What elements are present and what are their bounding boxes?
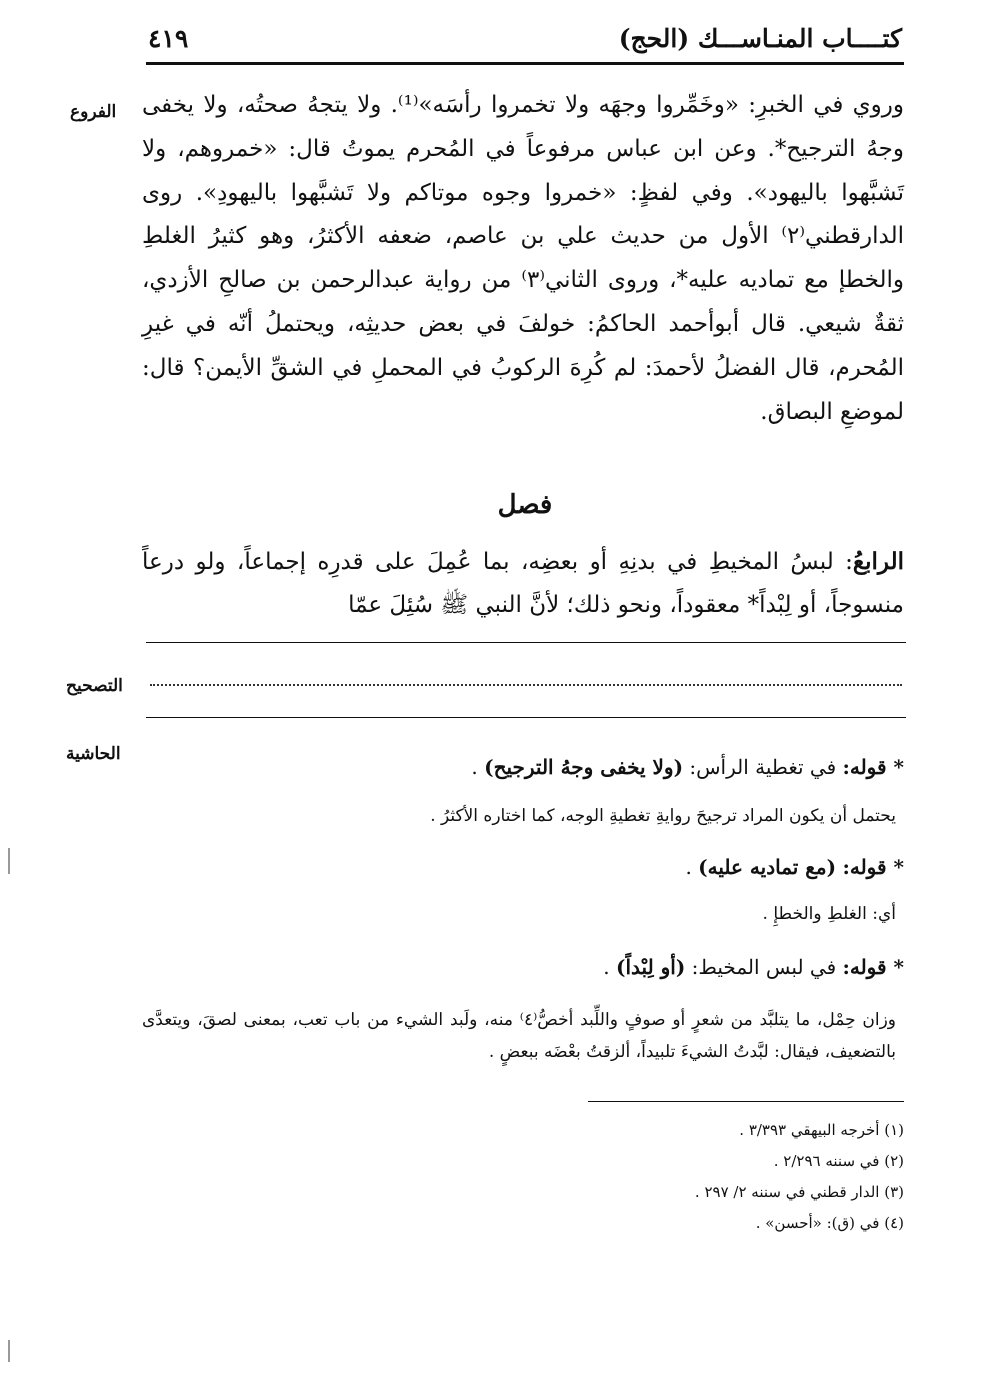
hashiya-heading bbox=[142, 852, 904, 882]
hashiya-lead: * قوله: bbox=[842, 755, 904, 779]
scan-margin-mark bbox=[8, 848, 10, 874]
hashiya-note bbox=[142, 952, 904, 982]
hashiya-lead: * قوله: bbox=[842, 955, 904, 979]
tashih-dotted-line bbox=[150, 684, 902, 686]
hashiya-note-text-block bbox=[142, 1004, 904, 1068]
footnote-item: (٤) في (ق): «أحسن» . bbox=[755, 1214, 904, 1232]
main-paragraph: وروي في الخبرِ: «وخَمِّروا وجهَه ولا تخمروا رأسَه»⁽¹⁾. ولا يتجهُ صحتُه، ولا يخفى وجهُ الترجيح*. وعن ابن عباس مرفوعاً في المُحرم يموتُ قال: «خمروهم، ولا تَشبَّهوا باليهود». وفي لفظٍ: «خمروا وجوه موتاكم ولا تَشبَّهوا باليهودِ». روى الدارقطني⁽٢⁾ الأول من حديث علي بن عاصم، ضعفه الأكثرُ، وهو كثيرُ الغلطِ والخطإ مع تماديه عليه*، وروى الثاني⁽٣⁾ من رواية عبدالرحمن بن صالحِ الأزدي، ثقةٌ شيعي. قال أبوأحمد الحاكمُ: خولفَ في بعض حديثِه، ويحتملُ أنّه في غيرِ المُحرم، قال الفضلُ لأحمدَ: لم كُرِهَ الركوبُ في المحملِ في الشقِّ الأيمن؟ قال: لموضعِ البصاق. bbox=[142, 92, 904, 425]
footnotes bbox=[404, 1115, 904, 1239]
page-number: ٤١٩ bbox=[148, 24, 189, 53]
side-label-hashiya: الحاشية bbox=[66, 744, 121, 764]
hashiya-end: . bbox=[685, 855, 699, 879]
main-paragraph-2: : لبسُ المخيطِ في بدنِهِ أو بعضِه، بما عُمِلَ على قدرِه إجماعاً، ولو درعاً منسوجاً، أو لِبْداً* معقوداً، ونحو ذلك؛ لأنَّ النبي ﷺ سُئِلَ عمّا bbox=[142, 549, 904, 618]
running-header-title: كتــــاب المنـاســـك (الحج) bbox=[618, 24, 902, 53]
hashiya-note-text-block bbox=[142, 898, 904, 930]
hashiya-quote: (أو لِبْداً) bbox=[616, 955, 686, 979]
hashiya-quote: (مع تماديه عليه) bbox=[698, 855, 837, 879]
side-label-furu: الفروع bbox=[70, 102, 117, 122]
main-body-second bbox=[142, 540, 904, 627]
hashiya-lead: * قوله: bbox=[842, 855, 904, 879]
body-bottom-rule bbox=[146, 642, 906, 643]
hashiya-context: في لبس المخيط: bbox=[685, 955, 843, 979]
scan-margin-mark bbox=[8, 1340, 10, 1362]
hashiya-end: . bbox=[471, 755, 485, 779]
footnote-item: (٣) الدار قطني في سننه ٢/ ٢٩٧ . bbox=[694, 1183, 904, 1201]
tashih-bottom-rule bbox=[146, 717, 906, 718]
hashiya-note-text: يحتمل أن يكون المراد ترجيحَ روايةِ تغطيةِ الوجه، كما اختاره الأكثرُ . bbox=[430, 806, 896, 826]
paragraph-lead-word: الرابعُ bbox=[852, 548, 904, 575]
hashiya-end: . bbox=[603, 955, 617, 979]
hashiya-note bbox=[142, 752, 904, 782]
hashiya-heading bbox=[142, 952, 904, 982]
footnote-item: (١) أخرجه البيهقي ٣/٣٩٣ . bbox=[739, 1121, 904, 1139]
side-label-tashih: التصحيح bbox=[66, 676, 123, 696]
hashiya-note-text: أي: الغلطِ والخطإِ . bbox=[762, 904, 896, 924]
hashiya-note-text-block bbox=[142, 800, 904, 832]
main-body bbox=[142, 84, 904, 434]
hashiya-quote: (ولا يخفى وجهُ الترجيح) bbox=[484, 755, 684, 779]
section-heading-fasl: فصل bbox=[497, 490, 553, 520]
header-divider bbox=[146, 62, 904, 65]
hashiya-context: في تغطية الرأس: bbox=[683, 755, 843, 779]
hashiya-heading bbox=[142, 752, 904, 782]
hashiya-note-text: وزان حِمْل، ما يتلبَّد من شعرٍ أو صوفٍ واللِّبد أخصُّ⁽٤⁾ منه، ولَبد الشيء من باب تعب، بمعنى لصقَ، ويتعدَّى بالتضعيف، فيقال: لبَّدتُ الشيءَ تلبيداً، ألزقتُ بعْضَه ببعضٍ . bbox=[142, 1010, 896, 1062]
footnote-divider bbox=[588, 1101, 904, 1102]
footnote-item: (٢) في سننه ٢/٢٩٦ . bbox=[773, 1152, 904, 1170]
hashiya-note bbox=[142, 852, 904, 882]
